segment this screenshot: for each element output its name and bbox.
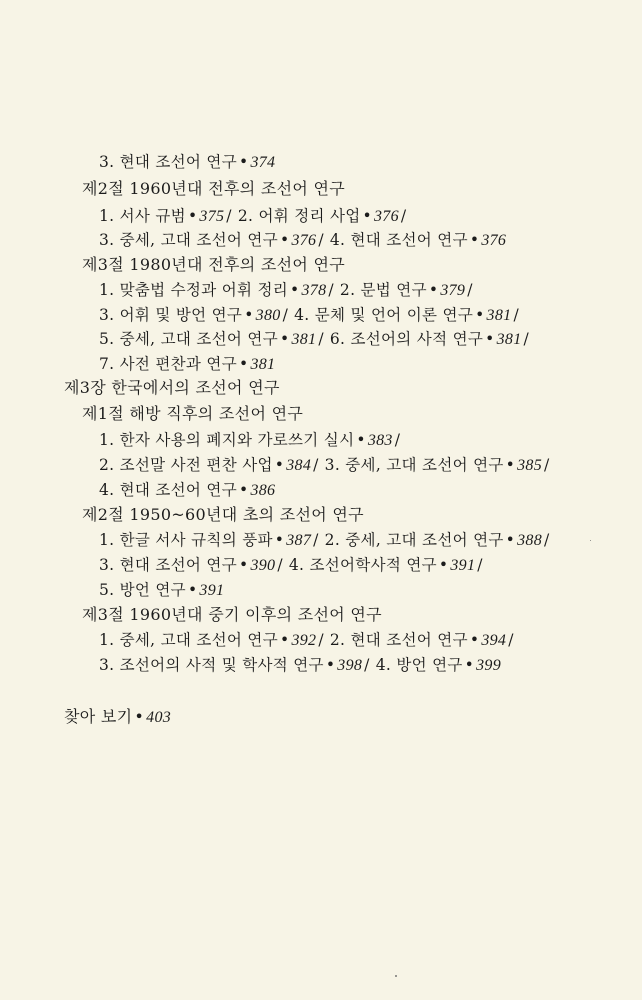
toc-entry (99, 329, 535, 350)
bullet: • (134, 707, 145, 726)
separator: / (313, 531, 319, 549)
section-heading (82, 179, 345, 199)
page-number: 384 (286, 457, 312, 474)
entry-label: 3. 중세, 고대 조선어 연구 (324, 456, 504, 474)
entry-label: 2. 문법 연구 (339, 281, 427, 299)
section-heading (82, 404, 303, 424)
entry-label: 5. 방언 연구 (99, 581, 186, 599)
page-number: 387 (286, 532, 312, 549)
entry-label: 3. 어휘 및 방언 연구 (99, 306, 243, 324)
separator: / (477, 556, 483, 574)
entry-label: 2. 어휘 정리 사업 (237, 207, 361, 225)
bullet: • (325, 656, 336, 674)
page-number: 381 (291, 331, 317, 348)
entry-label: 2. 조선말 사전 편찬 사업 (99, 456, 273, 474)
separator: / (400, 207, 407, 225)
bullet: • (279, 231, 290, 249)
entry-label: 1. 서사 규범 (99, 207, 186, 225)
page-number: 398 (337, 657, 363, 674)
toc-entry (99, 430, 406, 451)
separator: / (364, 656, 370, 674)
separator: / (328, 281, 334, 299)
entry-label: 6. 조선어의 사적 연구 (329, 330, 484, 348)
toc-entry (99, 580, 224, 601)
bullet: • (469, 231, 480, 249)
bullet: • (464, 656, 475, 674)
separator: / (318, 330, 324, 348)
page-number: 386 (250, 482, 276, 499)
toc-entry (99, 305, 525, 326)
separator: / (544, 456, 550, 474)
toc-entry (99, 530, 556, 551)
entry-label: 3. 중세, 고대 조선어 연구 (99, 231, 278, 249)
page-number: 385 (517, 457, 542, 474)
page-number: 374 (250, 154, 276, 171)
entry-label: 4. 방언 연구 (375, 656, 463, 674)
bullet: • (244, 306, 254, 324)
entry-label: 1. 한글 서사 규칙의 풍파 (99, 531, 273, 549)
index-entry (64, 707, 171, 728)
bullet: • (274, 531, 285, 549)
separator: / (394, 431, 401, 449)
entry-label: 7. 사전 편찬과 연구 (99, 355, 237, 373)
toc-entry (99, 455, 556, 476)
page-number: 381 (496, 331, 522, 348)
entry-label: 4. 문체 및 언어 이론 연구 (294, 306, 474, 324)
bullet: • (428, 281, 439, 299)
scan-speck (395, 975, 397, 977)
bullet: • (238, 355, 249, 373)
entry-label: 2. 현대 조선어 연구 (329, 631, 468, 649)
bullet: • (279, 631, 290, 649)
entry-label: 3. 현대 조선어 연구 (99, 556, 237, 574)
page-number: 378 (301, 282, 327, 299)
separator: / (318, 231, 324, 249)
entry-label: 1. 중세, 고대 조선어 연구 (99, 631, 278, 649)
bullet: • (238, 556, 249, 574)
entry-label: 4. 현대 조선어 연구 (329, 231, 468, 249)
bullet: • (290, 281, 300, 299)
separator: / (226, 207, 232, 225)
bullet: • (279, 330, 290, 348)
page-number: 376 (291, 232, 317, 249)
chapter-title: 제3장 한국에서의 조선어 연구 (64, 378, 280, 397)
section-title: 제2절 1950~60년대 초의 조선어 연구 (82, 505, 364, 524)
entry-label: 2. 중세, 고대 조선어 연구 (324, 531, 504, 549)
toc-entry (99, 206, 412, 227)
entry-label: 4. 현대 조선어 연구 (99, 481, 237, 499)
section-title: 제3절 1980년대 전후의 조선어 연구 (82, 255, 346, 274)
page-number: 383 (367, 432, 393, 449)
separator: / (513, 306, 519, 324)
bullet: • (475, 306, 485, 324)
toc-entry (99, 555, 489, 576)
page-number: 403 (146, 709, 172, 726)
section-title: 제1절 해방 직후의 조선어 연구 (82, 404, 304, 423)
entry-label: 3. 현대 조선어 연구 (99, 153, 237, 171)
toc-entry (99, 354, 275, 375)
bullet: • (274, 456, 285, 474)
page-number: 399 (476, 657, 501, 674)
page-number: 381 (250, 356, 276, 373)
separator: / (313, 456, 319, 474)
section-heading (82, 605, 382, 625)
bullet: • (238, 481, 249, 499)
bullet: • (505, 531, 516, 549)
bullet: • (438, 556, 449, 574)
page-number: 391 (199, 582, 225, 599)
chapter-heading (64, 378, 280, 398)
separator: / (282, 306, 289, 324)
page-number: 391 (450, 557, 476, 574)
section-heading (82, 505, 364, 525)
entry-label: 3. 조선어의 사적 및 학사적 연구 (99, 656, 324, 674)
entry-label: 1. 한자 사용의 폐지와 가로쓰기 실시 (99, 431, 355, 449)
toc-entry (99, 280, 479, 301)
page-number: 375 (199, 208, 225, 225)
toc-entry (99, 152, 275, 173)
bullet: • (505, 456, 516, 474)
page-number: 392 (291, 632, 317, 649)
bullet: • (362, 207, 372, 225)
entry-label: 1. 맞춤법 수정과 어휘 정리 (99, 281, 289, 299)
bullet: • (187, 581, 198, 599)
page-number: 379 (440, 282, 466, 299)
page-number: 376 (374, 208, 399, 225)
bullet: • (485, 330, 495, 348)
bullet: • (187, 207, 198, 225)
separator: / (508, 631, 514, 649)
toc-entry (99, 655, 501, 676)
separator: / (318, 631, 324, 649)
section-title: 제3절 1960년대 중기 이후의 조선어 연구 (82, 605, 382, 624)
separator: / (277, 556, 283, 574)
page-number: 380 (255, 307, 281, 324)
page-number: 388 (517, 532, 542, 549)
page-number: 376 (481, 232, 507, 249)
entry-label: 5. 중세, 고대 조선어 연구 (99, 330, 278, 348)
toc-entry (99, 230, 506, 251)
toc-entry (99, 630, 520, 651)
separator: / (544, 531, 550, 549)
index-label: 찾아 보기 (64, 707, 133, 726)
page-number: 390 (250, 557, 276, 574)
separator: / (523, 330, 530, 348)
bullet: • (238, 153, 249, 171)
section-title: 제2절 1960년대 전후의 조선어 연구 (82, 179, 346, 198)
page-number: 381 (486, 307, 512, 324)
scan-speck (590, 540, 591, 541)
toc-entry (99, 480, 275, 501)
section-heading (82, 255, 345, 275)
bullet: • (469, 631, 480, 649)
entry-label: 4. 조선어학사적 연구 (288, 556, 437, 574)
separator: / (467, 281, 473, 299)
page-number: 394 (481, 632, 507, 649)
bullet: • (356, 431, 366, 449)
